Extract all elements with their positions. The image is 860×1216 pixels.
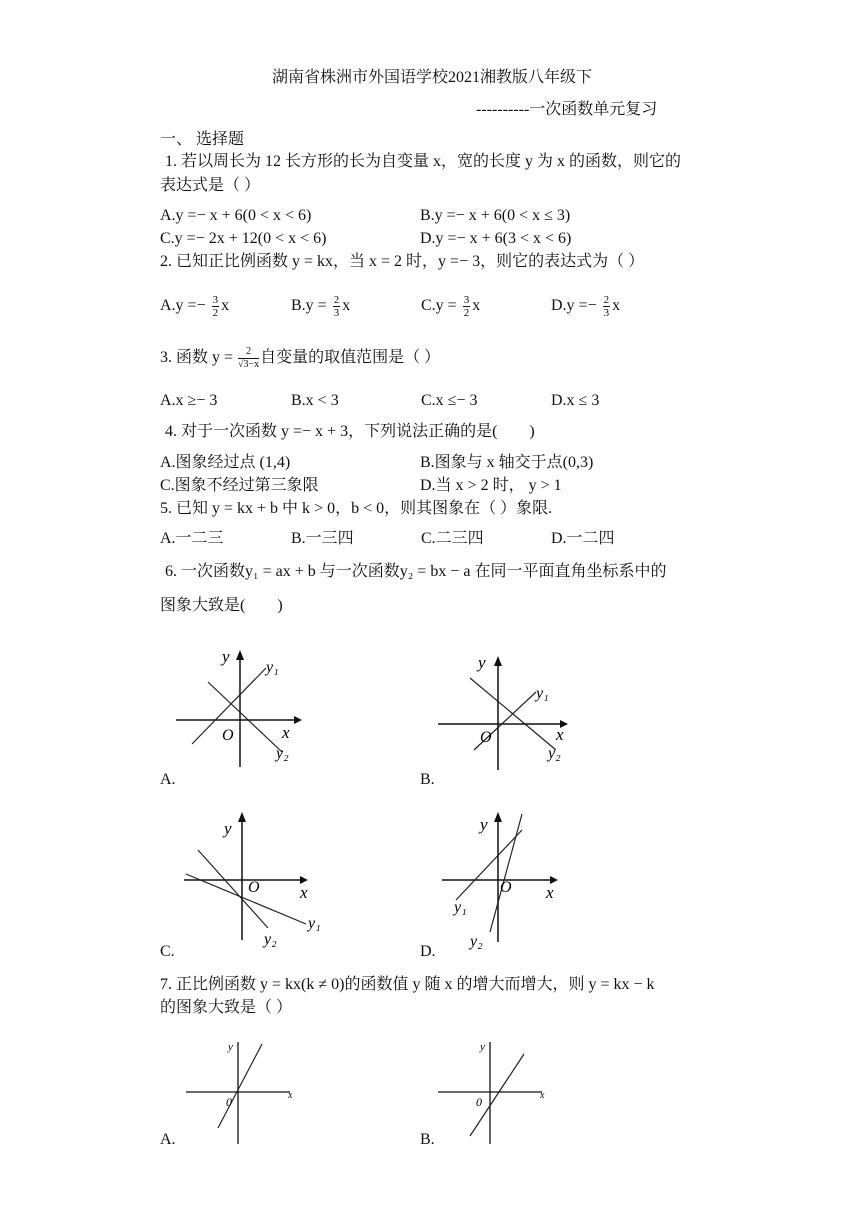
q6-d-y1: y₁ [454, 899, 467, 916]
q2-option-c: C.y = $\frac{3}{2}$ x [421, 294, 481, 319]
q7-a-origin: 0 [226, 1095, 232, 1109]
q1-option-a: A.y =− x + 6(0 < x < 6) [160, 207, 312, 224]
q7-option-a: A. [160, 1131, 176, 1148]
q6-c-y1: y₁ [308, 915, 321, 932]
q6-c-axis-y: y [224, 819, 232, 838]
q6-c-origin: O [248, 879, 260, 896]
q6-a-axis-y: y [222, 647, 230, 666]
q6-b-axis-y: y [478, 653, 486, 672]
q3-option-a: A.x ≥− 3 [160, 392, 218, 409]
q1-option-b: B.y =− x + 6(0 < x ≤ 3) [420, 207, 571, 224]
q7-b-axis-x: x [540, 1090, 545, 1101]
q6-a-axis-x: x [282, 723, 290, 742]
q4-option-a: A.图象经过点 (1,4) [160, 454, 291, 471]
q4-option-c: C.图象不经过第三象限 [160, 477, 319, 494]
q6-b-axis-x: x [556, 725, 564, 744]
q7-a-axis-y: y [228, 1041, 233, 1053]
q6-a-origin: O [222, 727, 234, 744]
q5-option-d: D.一二四 [551, 530, 615, 547]
q6-b-y1: y₁ [536, 685, 549, 702]
q6-c-y2: y₂ [264, 931, 277, 948]
q6-graph-a [170, 642, 310, 772]
q4-option-d: D.当 x > 2 时， y > 1 [420, 477, 562, 494]
q2-option-a: A.y =− $\frac{3}{2}$ x [160, 294, 230, 319]
q6-d-axis-x: x [546, 883, 554, 902]
q5-stem: 5. 已知 y = kx + b 中 k > 0，b < 0，则其图象在（ ）象限. [160, 500, 553, 517]
q3-stem: 3. 函数 y = $\frac{2}{√3-x}$ 自变量的取值范围是（ ） [160, 346, 441, 370]
section-heading: 一、 选择题 [160, 131, 245, 148]
q1-option-c: C.y =− 2x + 12(0 < x < 6) [160, 230, 327, 247]
q6-b-origin: O [480, 729, 492, 746]
q6-option-d: D. [420, 943, 436, 960]
q5-option-c: C.二三四 [421, 530, 484, 547]
q6-graph-b [432, 648, 582, 774]
q6-d-axis-y: y [480, 815, 488, 834]
q6-a-y2: y₂ [276, 745, 289, 762]
q7-b-origin: 0 [476, 1095, 482, 1109]
q3-option-d: D.x ≤ 3 [551, 392, 600, 409]
q6-stem-line1: 6. 一次函数y₁ = ax + b 与一次函数y₂ = bx − a 在同一平面直角坐标系中的 [165, 563, 667, 580]
page-subtitle: ----------一次函数单元复习 [476, 101, 658, 118]
q6-c-axis-x: x [300, 883, 308, 902]
q5-option-a: A.一二三 [160, 530, 224, 547]
q1-option-d: D.y =− x + 6(3 < x < 6) [420, 230, 572, 247]
q3-option-b: B.x < 3 [291, 392, 339, 409]
q6-option-b: B. [420, 771, 435, 788]
q6-d-origin: O [500, 879, 512, 896]
q6-stem-line2: 图象大致是( ) [160, 597, 283, 614]
q6-option-a: A. [160, 771, 176, 788]
q2-option-d: D.y =− $\frac{2}{3}$ x [551, 294, 621, 319]
q6-option-c: C. [160, 943, 175, 960]
q6-graph-c [176, 810, 336, 950]
page-title: 湖南省株洲市外国语学校2021湘教版八年级下 [272, 69, 593, 86]
q1-stem-line1: 1. 若以周长为 12 长方形的长为自变量 x，宽的长度 y 为 x 的函数，则它的 [165, 153, 682, 170]
q6-graph-d [436, 808, 576, 952]
q6-b-y2: y₂ [548, 745, 561, 762]
q7-stem-line1: 7. 正比例函数 y = kx(k ≠ 0)的函数值 y 随 x 的增大而增大，则 y = kx − k [160, 976, 655, 993]
q7-graph-a [182, 1036, 302, 1146]
q6-d-y2: y₂ [470, 933, 483, 950]
q7-option-b: B. [420, 1131, 435, 1148]
q1-stem-line2: 表达式是（ ） [160, 177, 261, 194]
q6-a-y1: y₁ [266, 659, 279, 676]
q2-stem: 2. 已知正比例函数 y = kx，当 x = 2 时，y =− 3，则它的表达式为（ ） [160, 253, 645, 270]
q7-b-axis-y: y [480, 1041, 485, 1053]
q3-option-c: C.x ≤− 3 [421, 392, 478, 409]
q5-option-b: B.一三四 [291, 530, 354, 547]
q7-stem-line2: 的图象大致是（ ） [160, 999, 293, 1016]
q7-graph-b [434, 1036, 554, 1146]
q2-option-b: B.y = $\frac{2}{3}$ x [291, 294, 351, 319]
q4-stem: 4. 对于一次函数 y =− x + 3，下列说法正确的是( ) [165, 423, 535, 440]
q7-a-axis-x: x [288, 1090, 293, 1101]
q4-option-b: B.图象与 x 轴交于点(0,3) [420, 454, 594, 471]
